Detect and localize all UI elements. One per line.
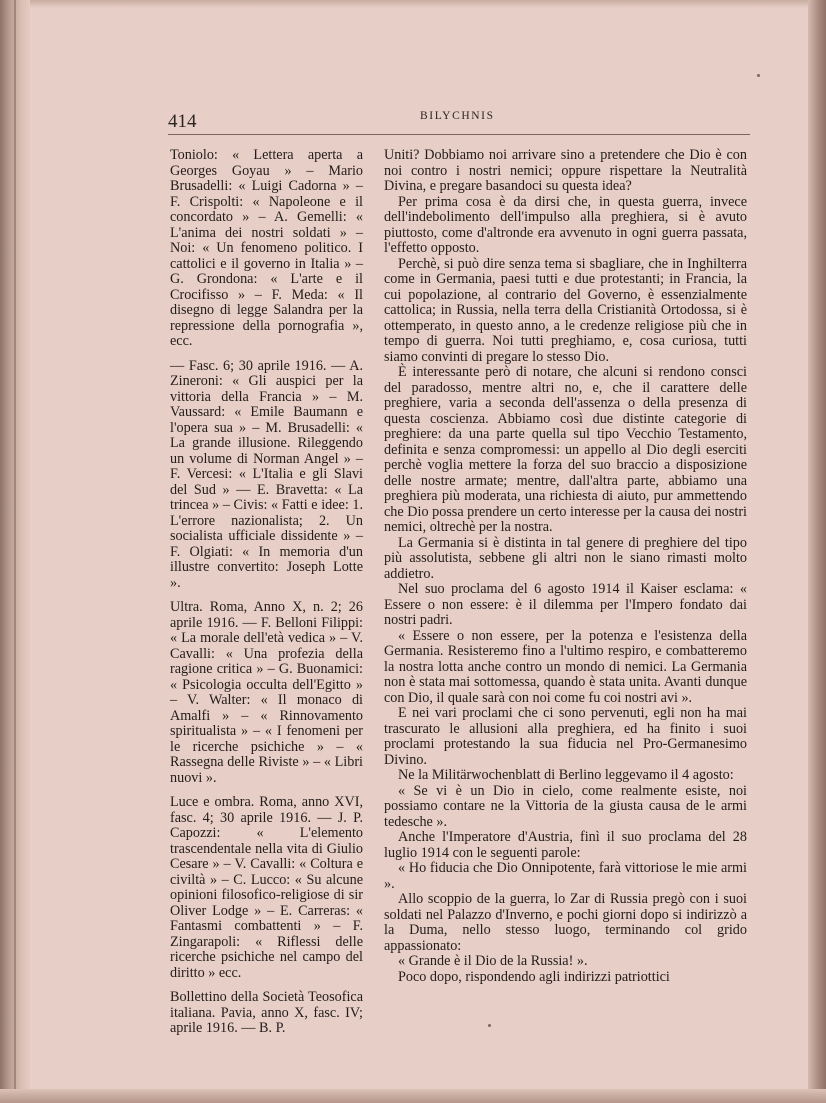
right-paragraph: Uniti? Dobbiamo noi arrivare sino a pretendere che Dio è con noi contro i nostri nemici; oppure rispettare la Neutralità Divina, e pregare basandoci su questa idea? bbox=[384, 147, 747, 194]
right-paragraph: « Se vi è un Dio in cielo, come realmente esiste, noi possiamo contare ne la Vittoria de la giusta causa de le armi tedesche ». bbox=[384, 782, 747, 830]
left-paragraph: Luce e ombra. Roma, anno XVI, fasc. 4; 30 aprile 1916. — J. P. Capozzi: « L'elemento trascendentale nella vita di Giulio Cesare » – V. Cavalli: « Coltura e civiltà » – C. Lucco: « Su alcune opinioni filosofico-religiose di sir Oliver Lodge » – E. Carreras: « Fantasmi combattenti » – F. Zingarapoli: « Riflessi delle ricerche psichiche nel campo del diritto » ecc. bbox=[170, 794, 363, 981]
right-paragraph: E nei vari proclami che ci sono pervenuti, egli non ha mai trascurato le allusioni alla preghiera, ed ha finito i suoi proclami protestando la sua fiducia nel Pro-Germanesimo Divino. bbox=[384, 705, 747, 768]
right-paragraph: La Germania si è distinta in tal genere di preghiere del tipo più assolutista, sebbene gli altri non le siano rimasti molto addietro. bbox=[384, 534, 747, 582]
header-rule bbox=[168, 134, 750, 135]
right-paragraph: « Ho fiducia che Dio Onnipotente, farà vittoriose le mie armi ». bbox=[384, 860, 747, 892]
right-paragraph: Per prima cosa è da dirsi che, in questa guerra, invece dell'indebolimento dell'impulso alla preghiera, si è avuto piuttosto, come d'altronde era avvenuto in ogni guerra passata, l'effetto opposto. bbox=[384, 193, 747, 256]
paper-speck bbox=[488, 1024, 491, 1027]
right-paragraph: Anche l'Imperatore d'Austria, finì il suo proclama del 28 luglio 1914 con le seguenti parole: bbox=[384, 829, 747, 861]
page-right-edge bbox=[808, 0, 826, 1103]
page-top-edge bbox=[0, 0, 826, 8]
right-paragraph: È interessante però di notare, che alcuni si rendono consci del paradosso, mentre altri no, e, che il carattere delle preghiere, varia a seconda dell'assenza o della presenza di questa coscienza. Abbiamo così due distinte categorie di preghiere: da una parte quella sul tipo Vecchio Testamento, definita e senza compromessi: un appello al Dio degli eserciti perchè voglia mettere la forza del suo braccio a disposizione delle nostre armate; mentre, dall'altra parte, abbiamo una preghiera più moderata, una richiesta di aiuto, pur ammettendo che Dio possa prendere un certo interesse per la causa dei nostri nemici, oltrechè per la nostra. bbox=[384, 364, 747, 535]
page-header bbox=[168, 108, 752, 132]
right-paragraph: Nel suo proclama del 6 agosto 1914 il Kaiser esclama: « Essere o non essere: è il dilemma per l'Impero fondato dai nostri padri. bbox=[384, 581, 747, 628]
right-paragraph: Allo scoppio de la guerra, lo Zar di Russia pregò con i suoi soldati nel Palazzo d'Inverno, e pochi giorni dopo si indirizzò a la Duma, nello stesso luogo, terminando col grido appassionato: bbox=[384, 891, 747, 954]
right-paragraph: « Grande è il Dio de la Russia! ». bbox=[398, 953, 588, 969]
left-column bbox=[170, 148, 363, 1046]
right-paragraph: « Essere o non essere, per la potenza e l'esistenza della Germania. Resisteremo fino a l'ultimo respiro, e combatteremo la nostra lotta anche contro un mondo di nemici. La Germania non è stata mai sottomessa, quando è stata unita. Avanti dunque con Dio, il quale sarà con noi come fu coi nostri avi ». bbox=[384, 627, 747, 706]
right-paragraph: Ne la Militärwochenblatt di Berlino leggevamo il 4 agosto: bbox=[398, 767, 734, 783]
binding-crease bbox=[14, 0, 16, 1103]
left-paragraph: Bollettino della Società Teosofica italiana. Pavia, anno X, fasc. IV; aprile 1916. — B. P. bbox=[170, 989, 363, 1036]
page-bottom-edge bbox=[0, 1089, 826, 1103]
page-number: 414 bbox=[168, 111, 197, 132]
right-column bbox=[384, 148, 747, 985]
running-title: BILYCHNIS bbox=[420, 110, 495, 122]
right-paragraph: Poco dopo, rispondendo agli indirizzi patriottici bbox=[398, 968, 670, 985]
left-paragraph: Toniolo: « Lettera aperta a Georges Goyau » – Mario Brusadelli: « Luigi Cadorna » – F. Crispolti: « Napoleone e il concordato » – A. Gemelli: « L'anima dei nostri soldati » – Noi: « Un fenomeno politico. I cattolici e il governo in Italia » – G. Grondona: « L'arte e il Crocifisso » – F. Meda: « Il disegno di legge Salandra per la repressione della pornografia », ecc. bbox=[170, 147, 363, 349]
paper-speck bbox=[757, 74, 760, 77]
left-paragraph: Ultra. Roma, Anno X, n. 2; 26 aprile 1916. — F. Belloni Filippi: « La morale dell'età vedica » – V. Cavalli: « Una profezia della ragione critica » – G. Buonamici: « Psicologia occulta dell'Egitto » – V. Walter: « Il monaco di Amalfi » – « Rinnovamento spiritualista » – « I fenomeni per le ricerche psichiche » – « Rassegna delle Riviste » – « Libri nuovi ». bbox=[170, 599, 363, 786]
left-paragraph: — Fasc. 6; 30 aprile 1916. — A. Zineroni: « Gli auspici per la vittoria della Francia » – M. Vaussard: « Emile Baumann e l'opera sua » – M. Brusadelli: « La grande illusione. Rileggendo un volume di Norman Angel » – F. Vercesi: « L'Italia e gli Slavi del Sud » — E. Bravetta: « La trincea » – Civis: « Fatti e idee: 1. L'errore nazionalista; 2. Un socialista ufficiale dissidente » – F. Olgiati: « In memoria d'un illustre convertito: Joseph Lotte ». bbox=[170, 357, 363, 591]
book-binding bbox=[0, 0, 30, 1103]
right-paragraph: Perchè, si può dire senza tema si sbagliare, che in Inghilterra come in Germania, paesi tutti e due protestanti; in Francia, la cui popolazione, al contrario del Governo, è essenzialmente cattolica; in Russia, nella terra della Cristianità Ortodossa, si è ottemperato, in questo anno, a le credenze religiose più che in tempo di guerra. Noi tutti preghiamo, e, cosa curiosa, tutti siamo convinti di pregare lo stesso Dio. bbox=[384, 255, 747, 365]
